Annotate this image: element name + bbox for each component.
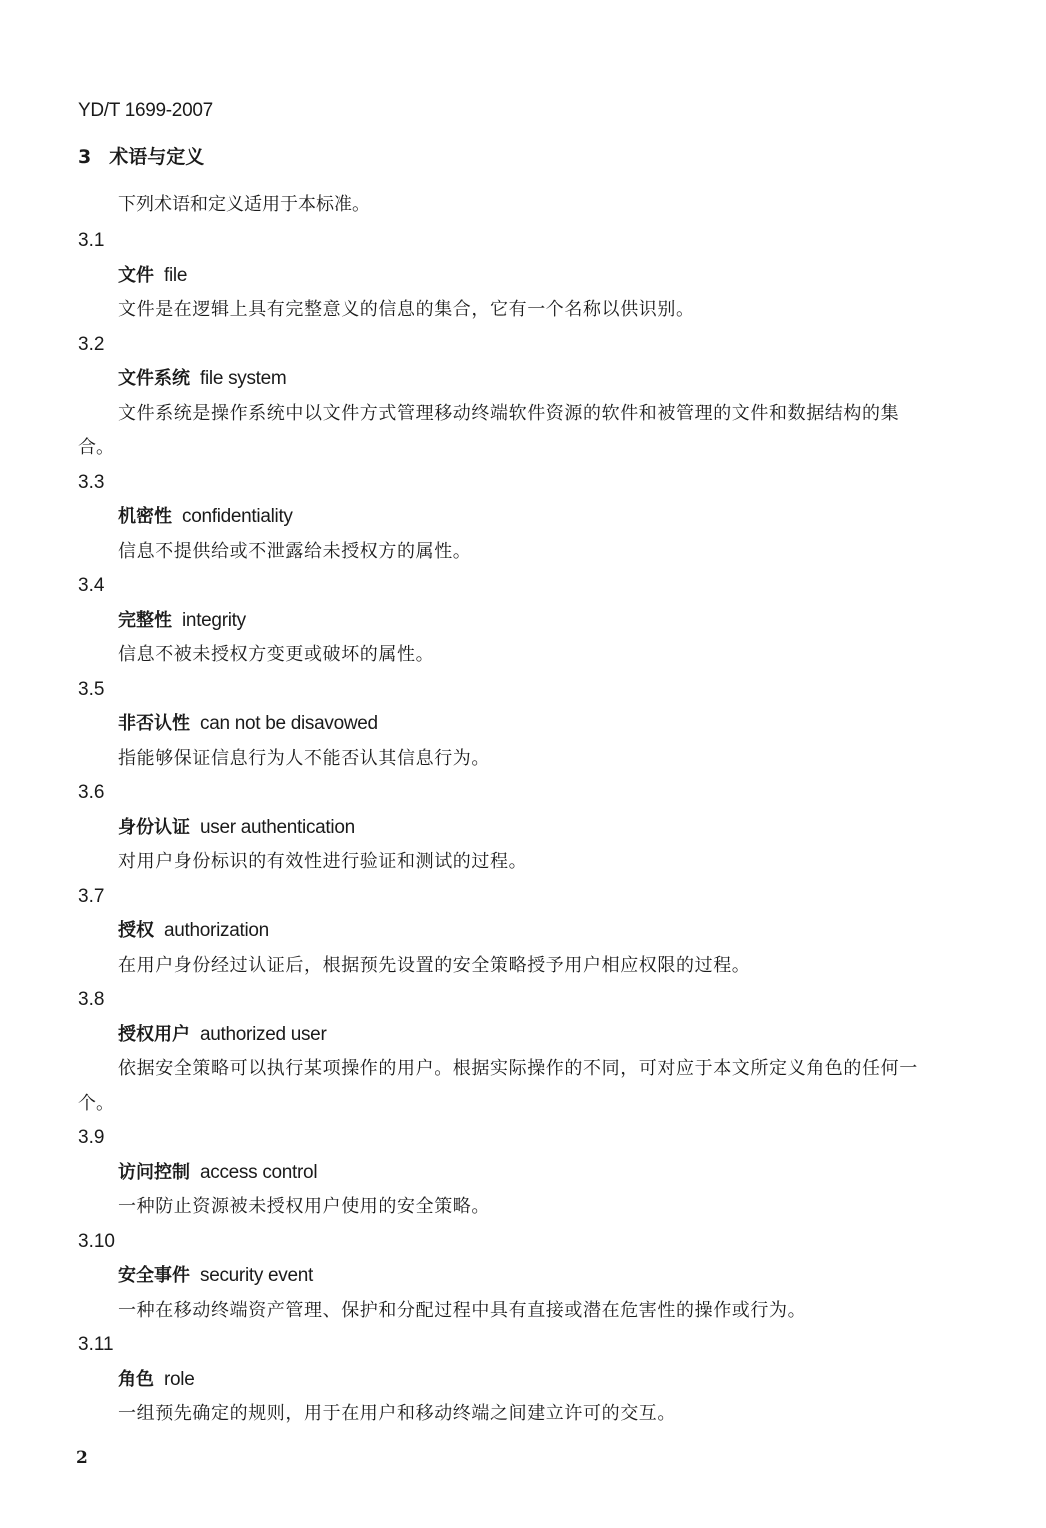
definition-entry: [78, 569, 978, 673]
term-english: authorization: [164, 920, 269, 941]
term-english: role: [164, 1368, 195, 1390]
term-chinese: 角色: [118, 1368, 154, 1390]
entry-definition-continuation: 个。: [78, 1092, 114, 1114]
entry-number: 3.10: [78, 1230, 115, 1252]
definition-entry: [78, 224, 978, 328]
term-chinese: 文件系统: [118, 368, 190, 389]
definition-entry: [78, 1121, 978, 1225]
intro-paragraph: 下列术语和定义适用于本标准。: [118, 194, 370, 215]
term-chinese: 访问控制: [118, 1161, 190, 1183]
entry-definition: 在用户身份经过认证后，根据预先设置的安全策略授予用户相应权限的过程。: [118, 954, 751, 976]
entry-number: 3.4: [78, 575, 105, 596]
entry-number: 3.1: [78, 230, 105, 251]
entry-term: [78, 1018, 978, 1053]
entry-definition: 信息不提供给或不泄露给未授权方的属性。: [118, 540, 472, 562]
entry-term: [78, 1259, 978, 1294]
entry-term: [78, 604, 978, 639]
section-heading: [78, 142, 204, 169]
term-english: confidentiality: [182, 506, 293, 527]
entry-term: [78, 362, 978, 397]
entry-definition: 文件系统是操作系统中以文件方式管理移动终端软件资源的软件和被管理的文件和数据结构的集: [118, 402, 900, 424]
definition-entry: [78, 1328, 978, 1432]
definition-entry: [78, 1225, 978, 1329]
entry-term: [78, 259, 978, 294]
entry-term: [78, 1363, 978, 1398]
definition-entry: [78, 466, 978, 570]
term-english: user authentication: [200, 816, 355, 838]
term-chinese: 完整性: [118, 609, 172, 631]
term-english: can not be disavowed: [200, 713, 378, 734]
entry-term: [78, 914, 978, 949]
entry-definition-continuation: 合。: [78, 437, 114, 458]
entry-definition: 一种在移动终端资产管理、保护和分配过程中具有直接或潜在危害性的操作或行为。: [118, 1299, 807, 1321]
definition-entry: [78, 880, 978, 984]
entry-number: 3.6: [78, 782, 105, 803]
term-english: file: [164, 264, 188, 286]
entry-number: 3.8: [78, 989, 105, 1010]
entry-definition: 文件是在逻辑上具有完整意义的信息的集合，它有一个名称以供识别。: [118, 299, 695, 320]
entry-number: 3.2: [78, 333, 105, 355]
entry-definition: 一种防止资源被未授权用户使用的安全策略。: [118, 1196, 490, 1217]
entry-definition: 依据安全策略可以执行某项操作的用户。根据实际操作的不同，可对应于本文所定义角色的任何一: [118, 1058, 918, 1079]
definition-entry: [78, 776, 978, 880]
term-chinese: 安全事件: [118, 1265, 190, 1286]
page-number: 2: [76, 1448, 88, 1468]
entry-definition: 指能够保证信息行为人不能否认其信息行为。: [118, 747, 490, 769]
entry-number: 3.11: [78, 1334, 114, 1355]
term-chinese: 身份认证: [118, 816, 190, 838]
term-chinese: 机密性: [118, 506, 172, 527]
section-title-text: 术语与定义: [109, 146, 205, 168]
entry-definition: 一组预先确定的规则，用于在用户和移动终端之间建立许可的交互。: [118, 1403, 676, 1424]
definition-entry: [78, 983, 978, 1121]
entry-number: 3.3: [78, 471, 105, 493]
term-english: integrity: [182, 609, 246, 631]
term-chinese: 非否认性: [118, 713, 190, 734]
term-english: authorized user: [200, 1023, 327, 1045]
entry-term: [78, 811, 978, 846]
entry-definition: 对用户身份标识的有效性进行验证和测试的过程。: [118, 851, 528, 872]
term-chinese: 授权用户: [118, 1023, 190, 1045]
entry-term: [78, 1156, 978, 1191]
section-number: 3: [78, 146, 92, 168]
term-english: security event: [200, 1265, 314, 1286]
standard-code: YD/T 1699-2007: [78, 100, 213, 121]
entry-number: 3.7: [78, 885, 105, 907]
term-chinese: 授权: [118, 920, 154, 941]
term-english: file system: [200, 368, 287, 389]
definition-entry: [78, 328, 978, 466]
entry-term: [78, 500, 978, 535]
entry-number: 3.5: [78, 678, 105, 700]
entry-term: [78, 707, 978, 742]
term-chinese: 文件: [118, 264, 154, 286]
definition-entry: [78, 673, 978, 777]
entry-definition: 信息不被未授权方变更或破坏的属性。: [118, 644, 435, 665]
definitions-list: [78, 224, 978, 1432]
entry-number: 3.9: [78, 1127, 105, 1148]
term-english: access control: [200, 1161, 318, 1183]
